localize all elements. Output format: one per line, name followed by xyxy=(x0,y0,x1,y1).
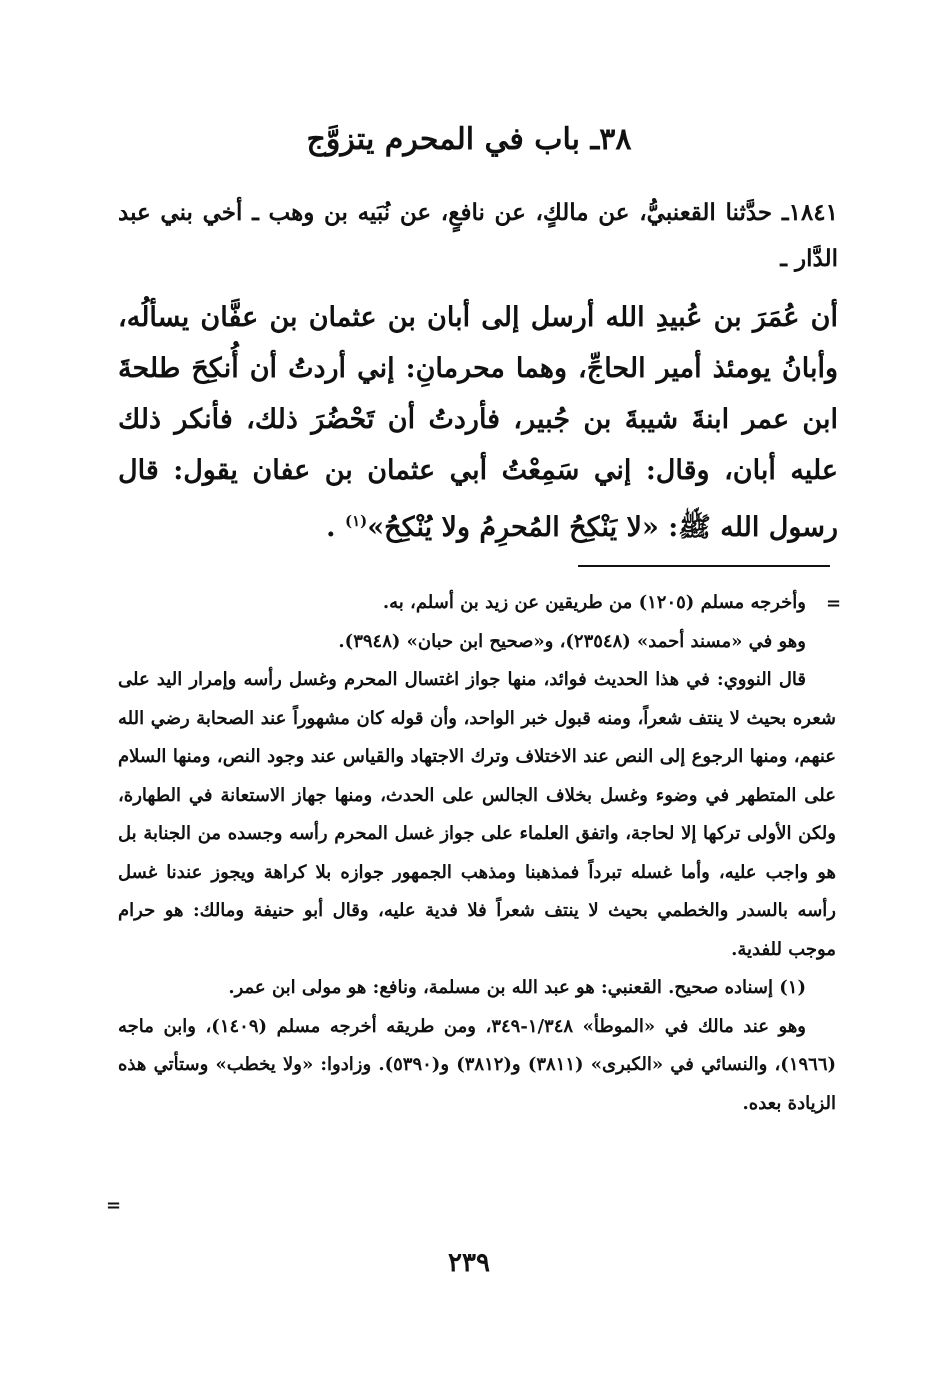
footnote-line-ahmad: وهو في «مسند أحمد» (٢٣٥٤٨)، و«صحيح ابن حبان» (٣٩٤٨). xyxy=(338,630,806,652)
hadith-matn: أن عُمَرَ بن عُبيدِ الله أرسل إلى أبان بن عثمان بن عفَّان يسألُه، وأبانُ يومئذ أمير الحاجِّ، وهما محرمانِ: إني أردتُ أن أُنكِحَ طلحةَ ابن عمر ابنةَ شيبةَ بن جُبير، فأردتُ أن تَحْضُرَ ذلك، فأنكر ذلك عليه أبان، وقال: إني سَمِعْتُ أبي عثمان بن عفان يقول: قال رسول الله ﷺ: «لا يَنْكِحُ المُحرِمُ ولا يُنْكِحُ»$^{(١)}$ . xyxy=(118,302,838,543)
continuation-mark-bottom: = xyxy=(106,1195,122,1216)
hadith-isnad: ١٨٤١ـ حدَّثنا القعنبيُّ، عن مالكٍ، عن نافعٍ، عن نُبَيه بن وهب ـ أخي بني عبد الدَّار ـ xyxy=(118,199,838,272)
continuation-mark-top: = xyxy=(826,593,842,614)
footnote-reference: (١) xyxy=(344,512,368,530)
footnote-separator xyxy=(578,565,830,567)
footnote-1-isnad-grading: (١) إسناده صحيح. القعنبي: هو عبد الله بن مسلمة، ونافع: هو مولى ابن عمر. xyxy=(228,977,806,998)
footnote-1-sources: وهو عند مالك في «الموطأ» ١/٣٤٨-٣٤٩، ومن طريقه أخرجه مسلم (١٤٠٩)، وابن ماجه (١٩٦٦)، والنسائي في «الكبرى» (٣٨١١) و(٣٨١٢) و(٥٣٩٠). وزادوا: «ولا يخطب» وستأتي هذه الزيادة بعده. xyxy=(118,1015,837,1114)
footnote-nawawi-commentary: قال النووي: في هذا الحديث فوائد، منها جواز اغتسال المحرم وغسل رأسه وإمرار اليد على شعره بحيث لا ينتف شعراً، ومنه قبول خبر الواحد، وأن قوله كان مشهوراً عند الصحابة رضي الله عنهم، ومنها الرجوع إلى النص عند الاختلاف وترك الاجتهاد والقياس عند وجود النص، ومنها السلام على المتطهر في وضوء وغسل بخلاف الجالس على الحدث، ومنها جهاز الاستعانة في الطهارة، ولكن الأولى تركها إلا لحاجة، واتفق العلماء على جواز غسل المحرم رأسه وجسده من الجنابة بل هو واجب عليه، وأما غسله تبرداً فمذهبنا ومذهب الجمهور جوازه بلا كراهة ويجوز عندنا غسل رأسه بالسدر والخطمي بحيث لا ينتف شعراً فلا فدية عليه، وقال أبو حنيفة ومالك: هو حرام موجب للفدية. xyxy=(118,669,836,960)
page-number: ٢٣٩ xyxy=(448,1248,490,1278)
chapter-heading: ٣٨ـ باب في المحرم يتزوَّج xyxy=(306,122,632,157)
footnotes-section xyxy=(118,584,836,1123)
footnote-line-muslim: وأخرجه مسلم (١٢٠٥) من طريقين عن زيد بن أسلم، به. xyxy=(382,592,806,613)
hadith-matn-text: أن عُمَرَ بن عُبيدِ الله أرسل إلى أبان بن عثمان بن عفَّان يسألُه، وأبانُ يومئذ أمير الحاجِّ، وهما محرمانِ: إني أردتُ أن أُنكِحَ طلحةَ ابن عمر ابنةَ شيبةَ بن جُبير، فأردتُ أن تَحْضُرَ ذلك، فأنكر ذلك عليه أبان، وقال: إني سَمِعْتُ أبي عثمان بن عفان يقول: قال رسول الله ﷺ: «لا يَنْكِحُ المُحرِمُ ولا يُنْكِحُ» xyxy=(118,302,838,543)
